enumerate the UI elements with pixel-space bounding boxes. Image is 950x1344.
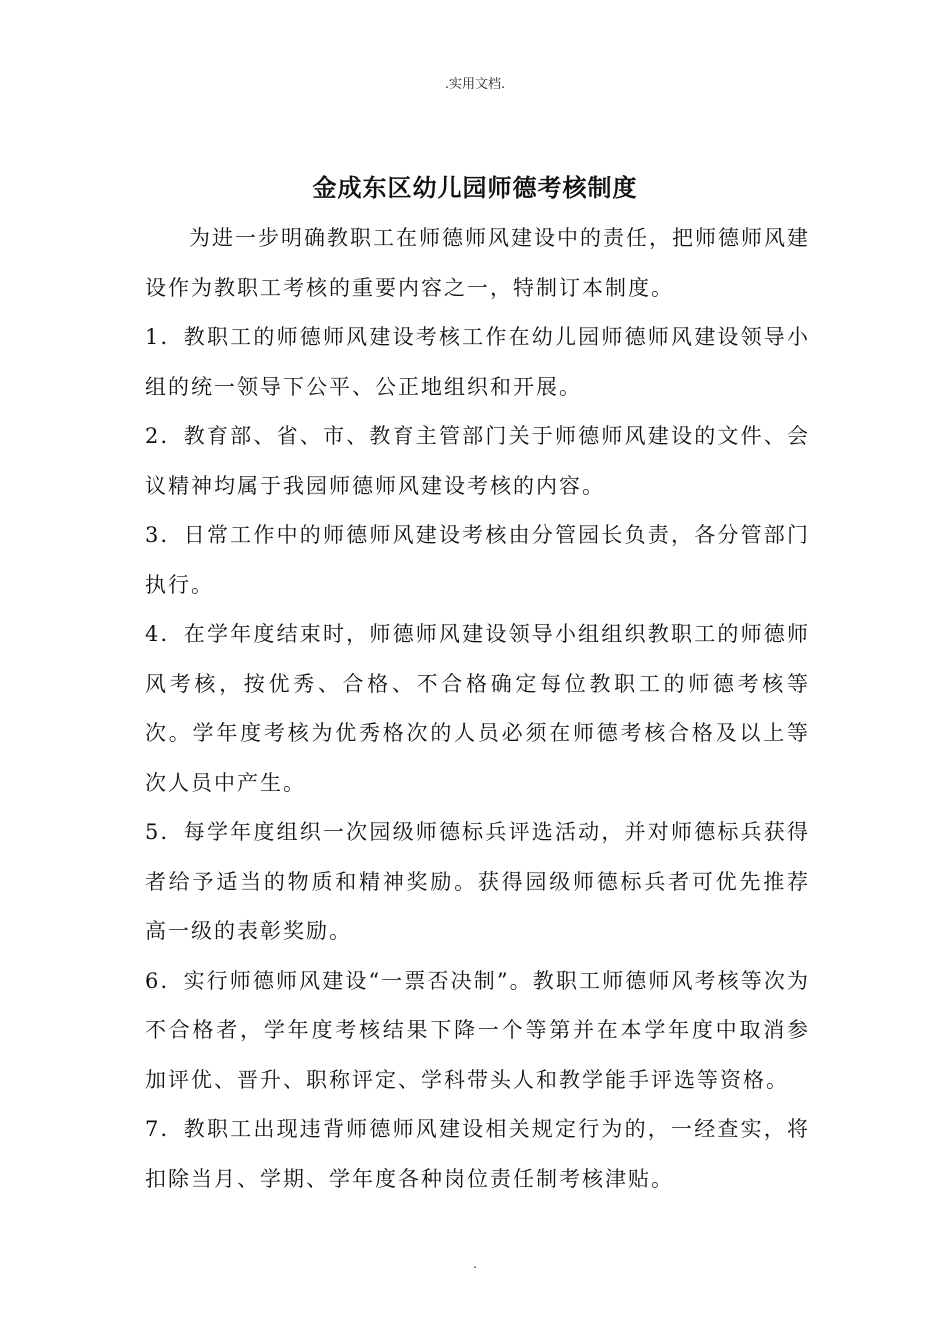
rule-item-7: 7．教职工出现违背师德师风建设相关规定行为的，一经查实，将扣除当月、学期、学年度各种岗位责任制考核津贴。 bbox=[145, 1117, 810, 1191]
rule-item-1: 1．教职工的师德师风建设考核工作在幼儿园师德师风建设领导小组的统一领导下公平、公正地组织和开展。 bbox=[145, 325, 810, 399]
rule-item-2: 2．教育部、省、市、教育主管部门关于师德师风建设的文件、会议精神均属于我园师德师风建设考核的内容。 bbox=[145, 424, 810, 498]
rule-item-3: 3．日常工作中的师德师风建设考核由分管园长负责，各分管部门执行。 bbox=[145, 523, 810, 597]
page-header-note: .实用文档. bbox=[444, 77, 506, 92]
document-body bbox=[145, 214, 810, 1204]
rule-item-6: 6．实行师德师风建设“一票否决制”。教职工师德师风考核等次为不合格者，学年度考核结果下降一个等第并在本学年度中取消参加评优、晋升、职称评定、学科带头人和教学能手评选等资格。 bbox=[145, 968, 810, 1092]
page-footer-mark: . bbox=[473, 1257, 477, 1271]
rule-item-5: 5．每学年度组织一次园级师德标兵评选活动，并对师德标兵获得者给予适当的物质和精神奖励。获得园级师德标兵者可优先推荐高一级的表彰奖励。 bbox=[145, 820, 810, 943]
intro-paragraph: 为进一步明确教职工在师德师风建设中的责任，把师德师风建设作为教职工考核的重要内容之一，特制订本制度。 bbox=[145, 226, 810, 300]
document-title: 金成东区幼儿园师德考核制度 bbox=[312, 174, 638, 202]
rule-item-4: 4．在学年度结束时，师德师风建设领导小组组织教职工的师德师风考核，按优秀、合格、不合格确定每位教职工的师德考核等次。学年度考核为优秀格次的人员必须在师德考核合格及以上等次人员中产生。 bbox=[145, 622, 810, 795]
